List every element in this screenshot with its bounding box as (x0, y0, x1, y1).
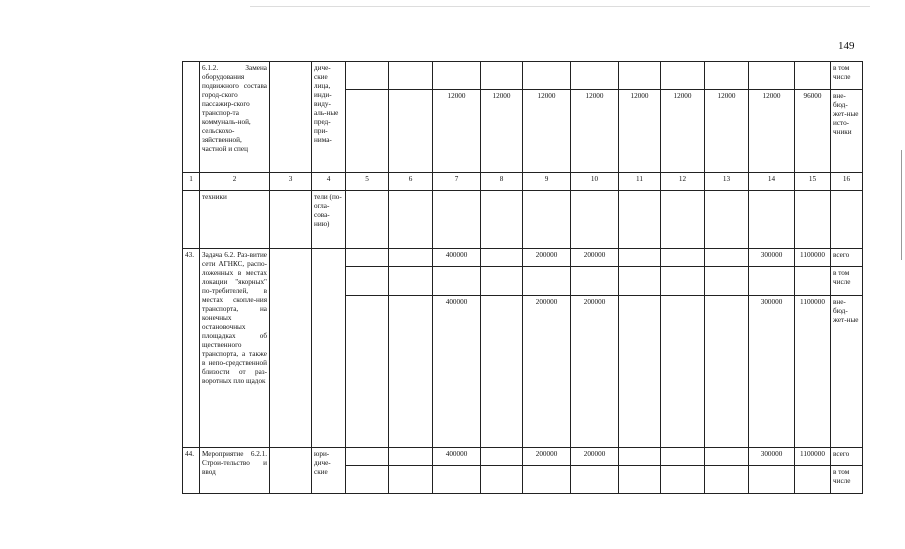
header-col-5: 5 (346, 173, 389, 191)
cell-value: 12000 (619, 90, 661, 173)
cell-value: 12000 (749, 90, 795, 173)
header-col-11: 11 (619, 173, 661, 191)
cell-empty (183, 191, 200, 249)
cell-value: 400000 (433, 296, 481, 448)
header-col-16: 16 (831, 173, 863, 191)
cell-value: 1100000 (795, 249, 831, 267)
cell-note: в том числе (831, 267, 863, 296)
header-col-9: 9 (523, 173, 571, 191)
cell-value: 200000 (523, 296, 571, 448)
cell-description: Мероприятие 6.2.1. Строи-тельство и ввод (200, 448, 270, 494)
cell-value: 12000 (481, 90, 523, 173)
page-number: 149 (838, 40, 855, 52)
cell-value: 1100000 (795, 448, 831, 466)
cell-note: в том числе (831, 62, 863, 90)
header-col-8: 8 (481, 173, 523, 191)
cell-value: 300000 (749, 448, 795, 466)
cell-empty (389, 90, 433, 173)
cell-index-empty (183, 62, 200, 173)
row-index: 43. (183, 249, 200, 448)
cell-value: 200000 (571, 296, 619, 448)
header-col-14: 14 (749, 173, 795, 191)
cell-value: 200000 (571, 249, 619, 267)
cell-empty (346, 62, 389, 90)
cell-value: 12000 (433, 90, 481, 173)
cell-empty (481, 62, 523, 90)
scan-artifact-line (250, 6, 870, 7)
header-col-4: 4 (312, 173, 346, 191)
cell-note: в том числе (831, 466, 863, 494)
cell-note: вне-бюд-жет-ные исто-чники (831, 90, 863, 173)
cell-empty (619, 62, 661, 90)
cell-description: техники (200, 191, 270, 249)
cell-value: 400000 (433, 249, 481, 267)
budget-table (182, 61, 863, 494)
cell-note: всего (831, 448, 863, 466)
cell-empty (270, 448, 312, 494)
cell-description: Задача 6.2. Раз-витие сети АГНКС, распо-ложенных в местах локации "якорных" по-требителей, в местах скопле-ния транспорта, на конечных остановочных площадках об щественного транспорта, а также в непо-средственной близости от раз-воротных пло щадок (200, 249, 270, 448)
table-row (183, 249, 863, 267)
header-col-2: 2 (200, 173, 270, 191)
cell-empty (270, 191, 312, 249)
header-col-1: 1 (183, 173, 200, 191)
cell-empty (705, 62, 749, 90)
cell-empty (749, 62, 795, 90)
table-row (183, 62, 863, 90)
cell-empty (312, 249, 346, 448)
header-col-7: 7 (433, 173, 481, 191)
cell-value: 400000 (433, 448, 481, 466)
cell-value: 200000 (571, 448, 619, 466)
cell-empty (523, 62, 571, 90)
column-number-header (183, 173, 863, 191)
header-col-3: 3 (270, 173, 312, 191)
cell-value: 200000 (523, 448, 571, 466)
header-col-13: 13 (705, 173, 749, 191)
cell-empty (433, 62, 481, 90)
cell-empty (346, 90, 389, 173)
cell-executor: тели (по-огла-сова-нию) (312, 191, 346, 249)
row-index: 44. (183, 448, 200, 494)
cell-value: 12000 (523, 90, 571, 173)
cell-value: 12000 (661, 90, 705, 173)
cell-value: 300000 (749, 296, 795, 448)
cell-value: 12000 (571, 90, 619, 173)
cell-empty (795, 62, 831, 90)
cell-value: 96000 (795, 90, 831, 173)
cell-executor: юри-диче-ские (312, 448, 346, 494)
header-col-15: 15 (795, 173, 831, 191)
table-row (183, 191, 863, 249)
scan-edge (901, 150, 902, 260)
cell-value: 300000 (749, 249, 795, 267)
cell-empty (389, 62, 433, 90)
cell-value: 12000 (705, 90, 749, 173)
cell-empty (270, 62, 312, 173)
cell-empty (270, 249, 312, 448)
cell-note: вне-бюд-жет-ные (831, 296, 863, 448)
cell-value: 1100000 (795, 296, 831, 448)
table-row (183, 448, 863, 466)
cell-empty (571, 62, 619, 90)
cell-empty (661, 62, 705, 90)
header-col-10: 10 (571, 173, 619, 191)
cell-executor: диче-ские лица, инди-виду-аль-ные пред-при-нима- (312, 62, 346, 173)
cell-note: всего (831, 249, 863, 267)
cell-value: 200000 (523, 249, 571, 267)
cell-description: 6.1.2. Замена оборудования подвижного состава город-ского пассажир-ского транспор-та коммуналь-ной, сельскохо-зяйственной, частной и спец (200, 62, 270, 173)
header-col-12: 12 (661, 173, 705, 191)
header-col-6: 6 (389, 173, 433, 191)
